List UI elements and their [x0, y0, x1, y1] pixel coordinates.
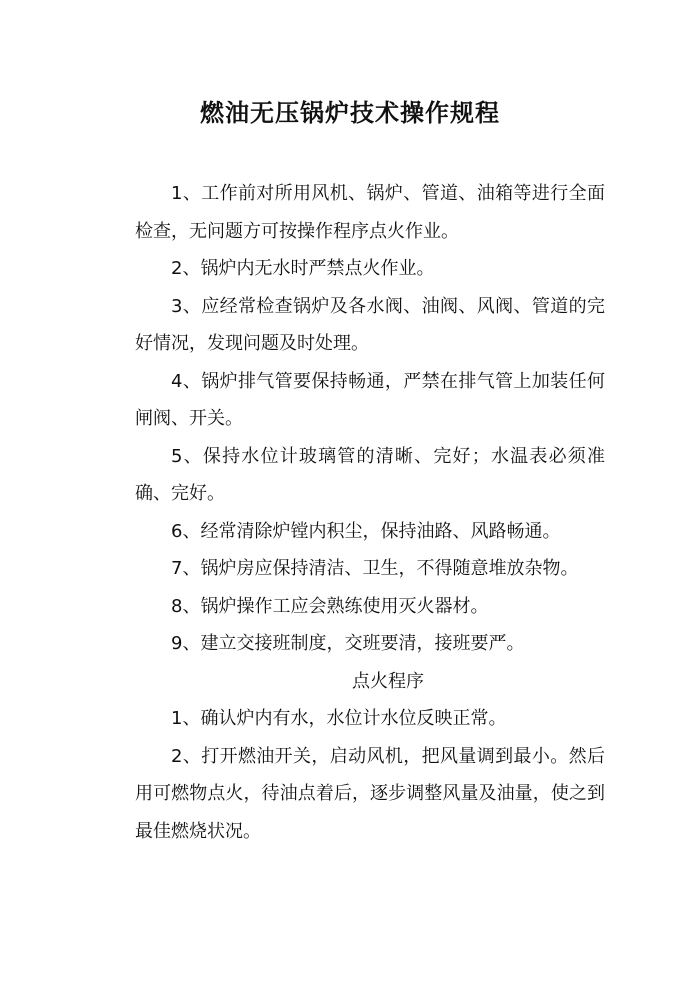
rule-item: 7、锅炉房应保持清洁、卫生，不得随意堆放杂物。 — [171, 558, 579, 579]
ignition-step: 2、打开燃油开关，启动风机，把风量调到最小。然后用可燃物点火，待油点着后，逐步调整风量及油量，使之到最佳燃烧状况。 — [135, 745, 605, 842]
document-title: 燃油无压锅炉技术操作规程 — [200, 99, 500, 127]
rule-item: 6、经常清除炉镗内积尘，保持油路、风路畅通。 — [171, 520, 561, 542]
ignition-section-heading: 点火程序 — [352, 670, 424, 692]
rule-item: 5、保持水位计玻璃管的清晰、完好；水温表必须准确、完好。 — [135, 445, 605, 504]
rule-item: 2、锅炉内无水时严禁点火作业。 — [171, 258, 435, 279]
rule-item: 8、锅炉操作工应会熟练使用灭火器材。 — [171, 595, 489, 617]
rule-item: 3、应经常检查锅炉及各水阀、油阀、风阀、管道的完好情况，发现问题及时处理。 — [135, 295, 605, 354]
rule-item: 4、锅炉排气管要保持畅通，严禁在排气管上加装任何闸阀、开关。 — [135, 370, 605, 429]
ignition-step: 1、确认炉内有水，水位计水位反映正常。 — [171, 708, 507, 729]
rule-item: 1、工作前对所用风机、锅炉、管道、油箱等进行全面检查，无问题方可按操作程序点火作业。 — [135, 183, 605, 242]
rule-item: 9、建立交接班制度，交班要清，接班要严。 — [171, 633, 525, 654]
document-body — [135, 175, 605, 850]
